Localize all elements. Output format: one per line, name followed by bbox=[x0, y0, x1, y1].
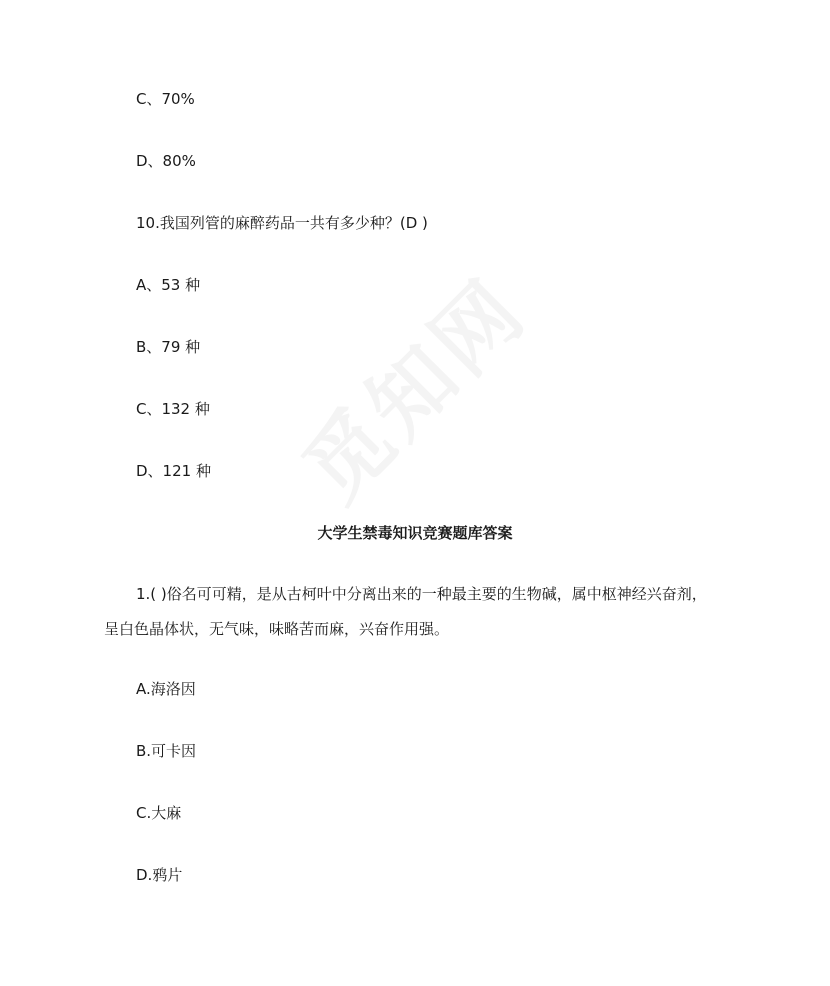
question-1-line-1: 1.( )俗名可可精，是从古柯叶中分离出来的一种最主要的生物碱，属中枢神经兴奋剂， bbox=[136, 585, 707, 603]
question-1-option-b: B.可卡因 bbox=[136, 742, 197, 760]
question-10-option-b: B、79 种 bbox=[136, 338, 201, 356]
option-c-prev: C、70% bbox=[136, 90, 195, 108]
watermark bbox=[256, 231, 574, 549]
section-title: 大学生禁毒知识竞赛题库答案 bbox=[317, 524, 513, 542]
question-1-line-2: 呈白色晶体状，无气味，味略苦而麻，兴奋作用强。 bbox=[104, 620, 450, 638]
question-10-text: 10.我国列管的麻醉药品一共有多少种？(D ) bbox=[136, 214, 428, 232]
question-1-option-a: A.海洛因 bbox=[136, 680, 196, 698]
option-d-prev: D、80% bbox=[136, 152, 196, 170]
question-10-option-c: C、132 种 bbox=[136, 400, 210, 418]
question-1-option-c: C.大麻 bbox=[136, 804, 182, 822]
question-10-option-d: D、121 种 bbox=[136, 462, 211, 480]
question-10-option-a: A、53 种 bbox=[136, 276, 201, 294]
question-1-option-d: D.鸦片 bbox=[136, 866, 183, 884]
